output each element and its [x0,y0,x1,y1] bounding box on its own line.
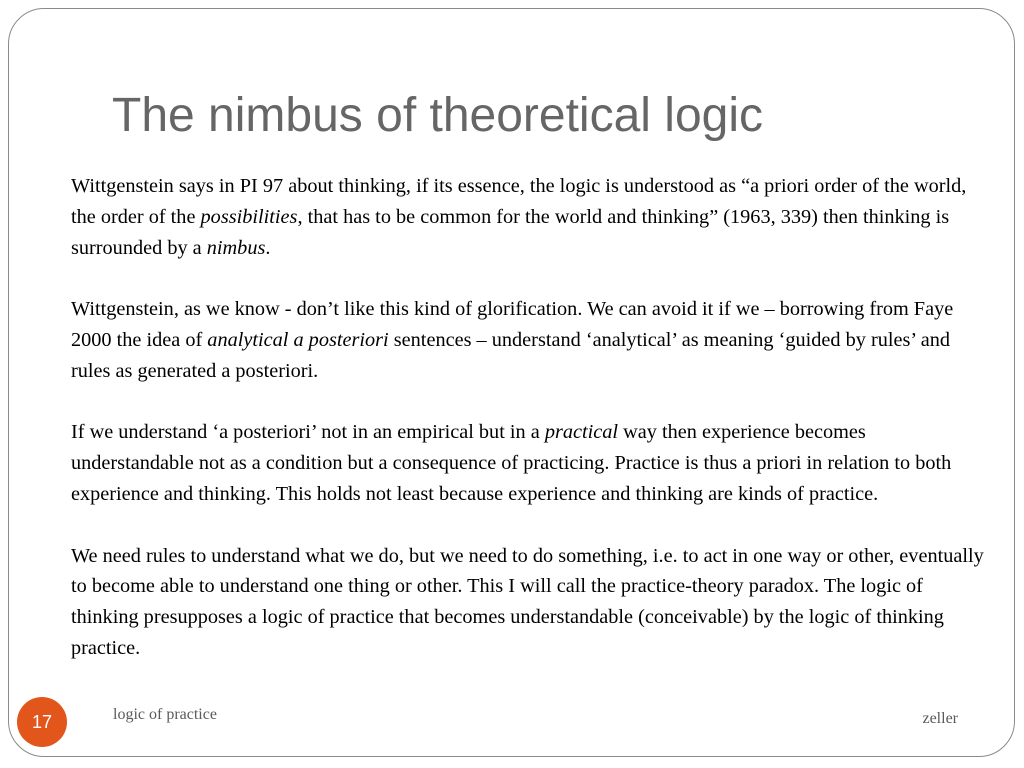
emphasis-text: nimbus [206,236,266,259]
text-run: Wittgenstein, as we know - don’t like this kind of glorification. We can avoid it if we – borrowing from Faye 2000 the idea of [71,298,954,351]
text-run: If we understand ‘a posteriori’ not in an empirical but in a [71,421,545,444]
paragraph [71,171,987,263]
page-number-badge: 17 [17,697,67,747]
text-run: We need rules to understand what we do, but we need to do something, i.e. to act in one way or other, eventually to become able to understand one thing or other. This I will call the practice-theory paradox. The logic of thinking presupposes a logic of practice that becomes understandable (conceivable) by the logic of thinking practice. [71,544,984,659]
slide-body [71,171,987,664]
footer-title: logic of practice [113,706,217,723]
paragraph [71,417,987,509]
paragraph [71,541,987,664]
emphasis-text: analytical a posteriori [207,328,389,351]
text-run: sentences – understand ‘analytical’ as meaning ‘guided by rules’ and rules as generated a posteriori. [71,328,950,382]
emphasis-text: possibilities [200,205,298,228]
text-run: way then experience becomes understandable not as a condition but a consequence of practicing. Practice is thus a priori in relation to both experience and thinking. This holds not least because experience and thinking are kinds of practice. [71,421,952,505]
emphasis-text: practical [544,421,619,444]
text-run: , that has to be common for the world and thinking” (1963, 339) then thinking is surrounded by a [71,205,950,259]
footer-author: zeller [922,710,958,727]
paragraph [71,294,987,386]
slide-title: The nimbus of theoretical logic [112,89,763,142]
text-run: Wittgenstein says in PI 97 about thinking, if its essence, the logic is understood as “a priori order of the world, the order of the [71,175,967,228]
text-run: . [265,236,271,259]
